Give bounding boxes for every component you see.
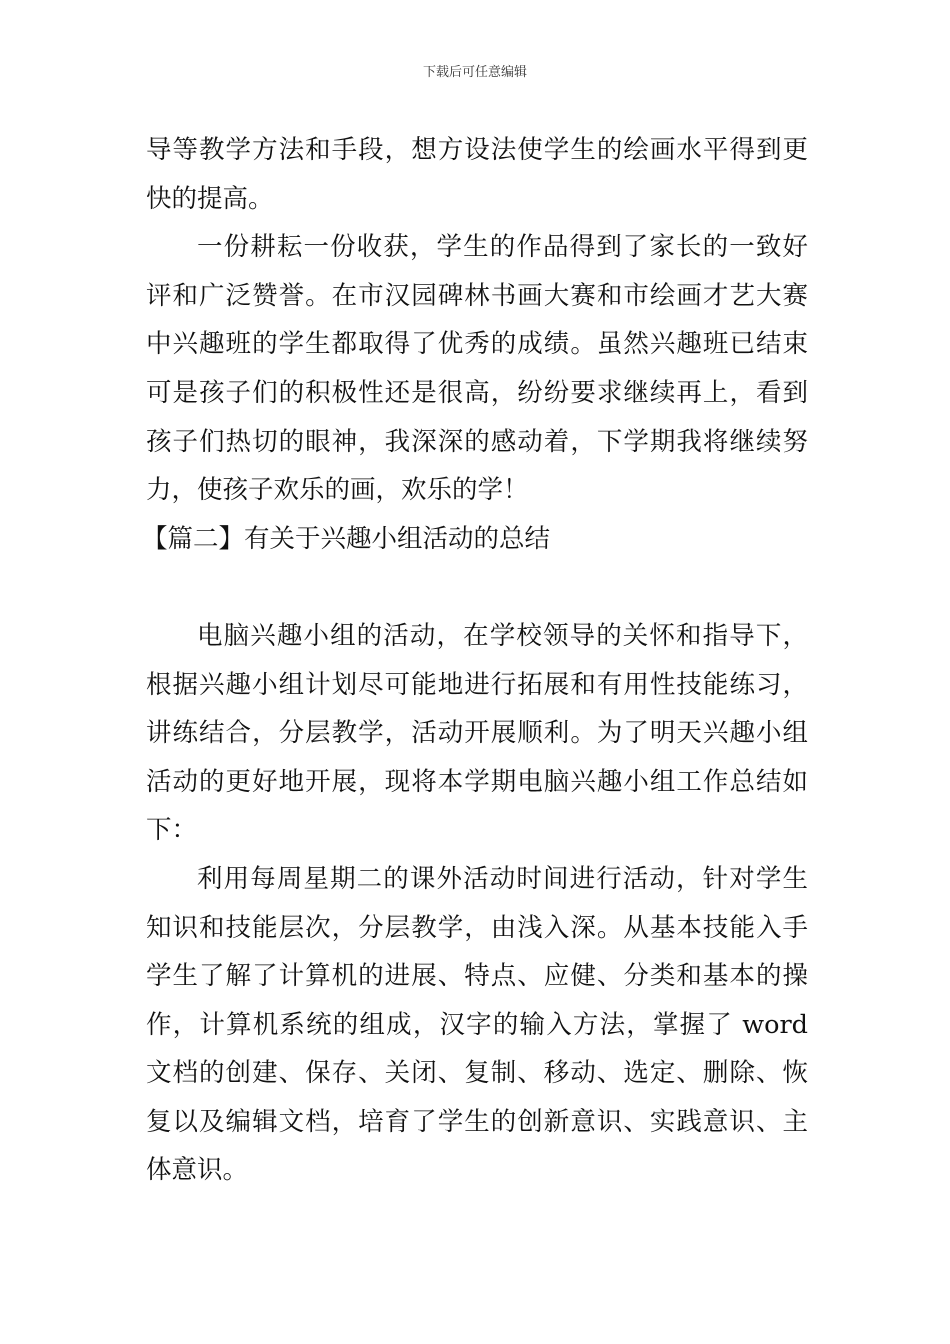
blank-line bbox=[146, 563, 808, 612]
paragraph-intro: 电脑兴趣小组的活动，在学校领导的关怀和指导下，根据兴趣小组计划尽可能地进行拓展和有用性技能练习，讲练结合，分层教学，活动开展顺利。为了明天兴趣小组活动的更好地开展，现将本学期电脑兴趣小组工作总结如下： bbox=[146, 620, 808, 846]
document-body bbox=[142, 126, 808, 1195]
page-header: 下载后可任意编辑 bbox=[422, 65, 527, 80]
section-heading: 【篇二】有关于兴趣小组活动的总结 bbox=[142, 523, 551, 554]
paragraph-activities: 利用每周星期二的课外活动时间进行活动，针对学生知识和技能层次，分层教学，由浅入深。从基本技能入手学生了解了计算机的进展、特点、应健、分类和基本的操作，计算机系统的组成，汉字的输入方法，掌握了 word 文档的创建、保存、关闭、复制、移动、选定、删除、恢复以及编辑文档，培育了学生的创新意识、实践意识、主体意识。 bbox=[146, 863, 808, 1186]
paragraph-harvest: 一份耕耘一份收获，学生的作品得到了家长的一致好评和广泛赞誉。在市汉园碑林书画大赛和市绘画才艺大赛中兴趣班的学生都取得了优秀的成绩。虽然兴趣班已结束可是孩子们的积极性还是很高，纷纷要求继续再上，看到孩子们热切的眼神，我深深的感动着，下学期我将继续努力，使孩子欢乐的画，欢乐的学！ bbox=[146, 232, 808, 506]
paragraph-continuation: 导等教学方法和手段，想方设法使学生的绘画水平得到更快的提高。 bbox=[146, 135, 808, 214]
